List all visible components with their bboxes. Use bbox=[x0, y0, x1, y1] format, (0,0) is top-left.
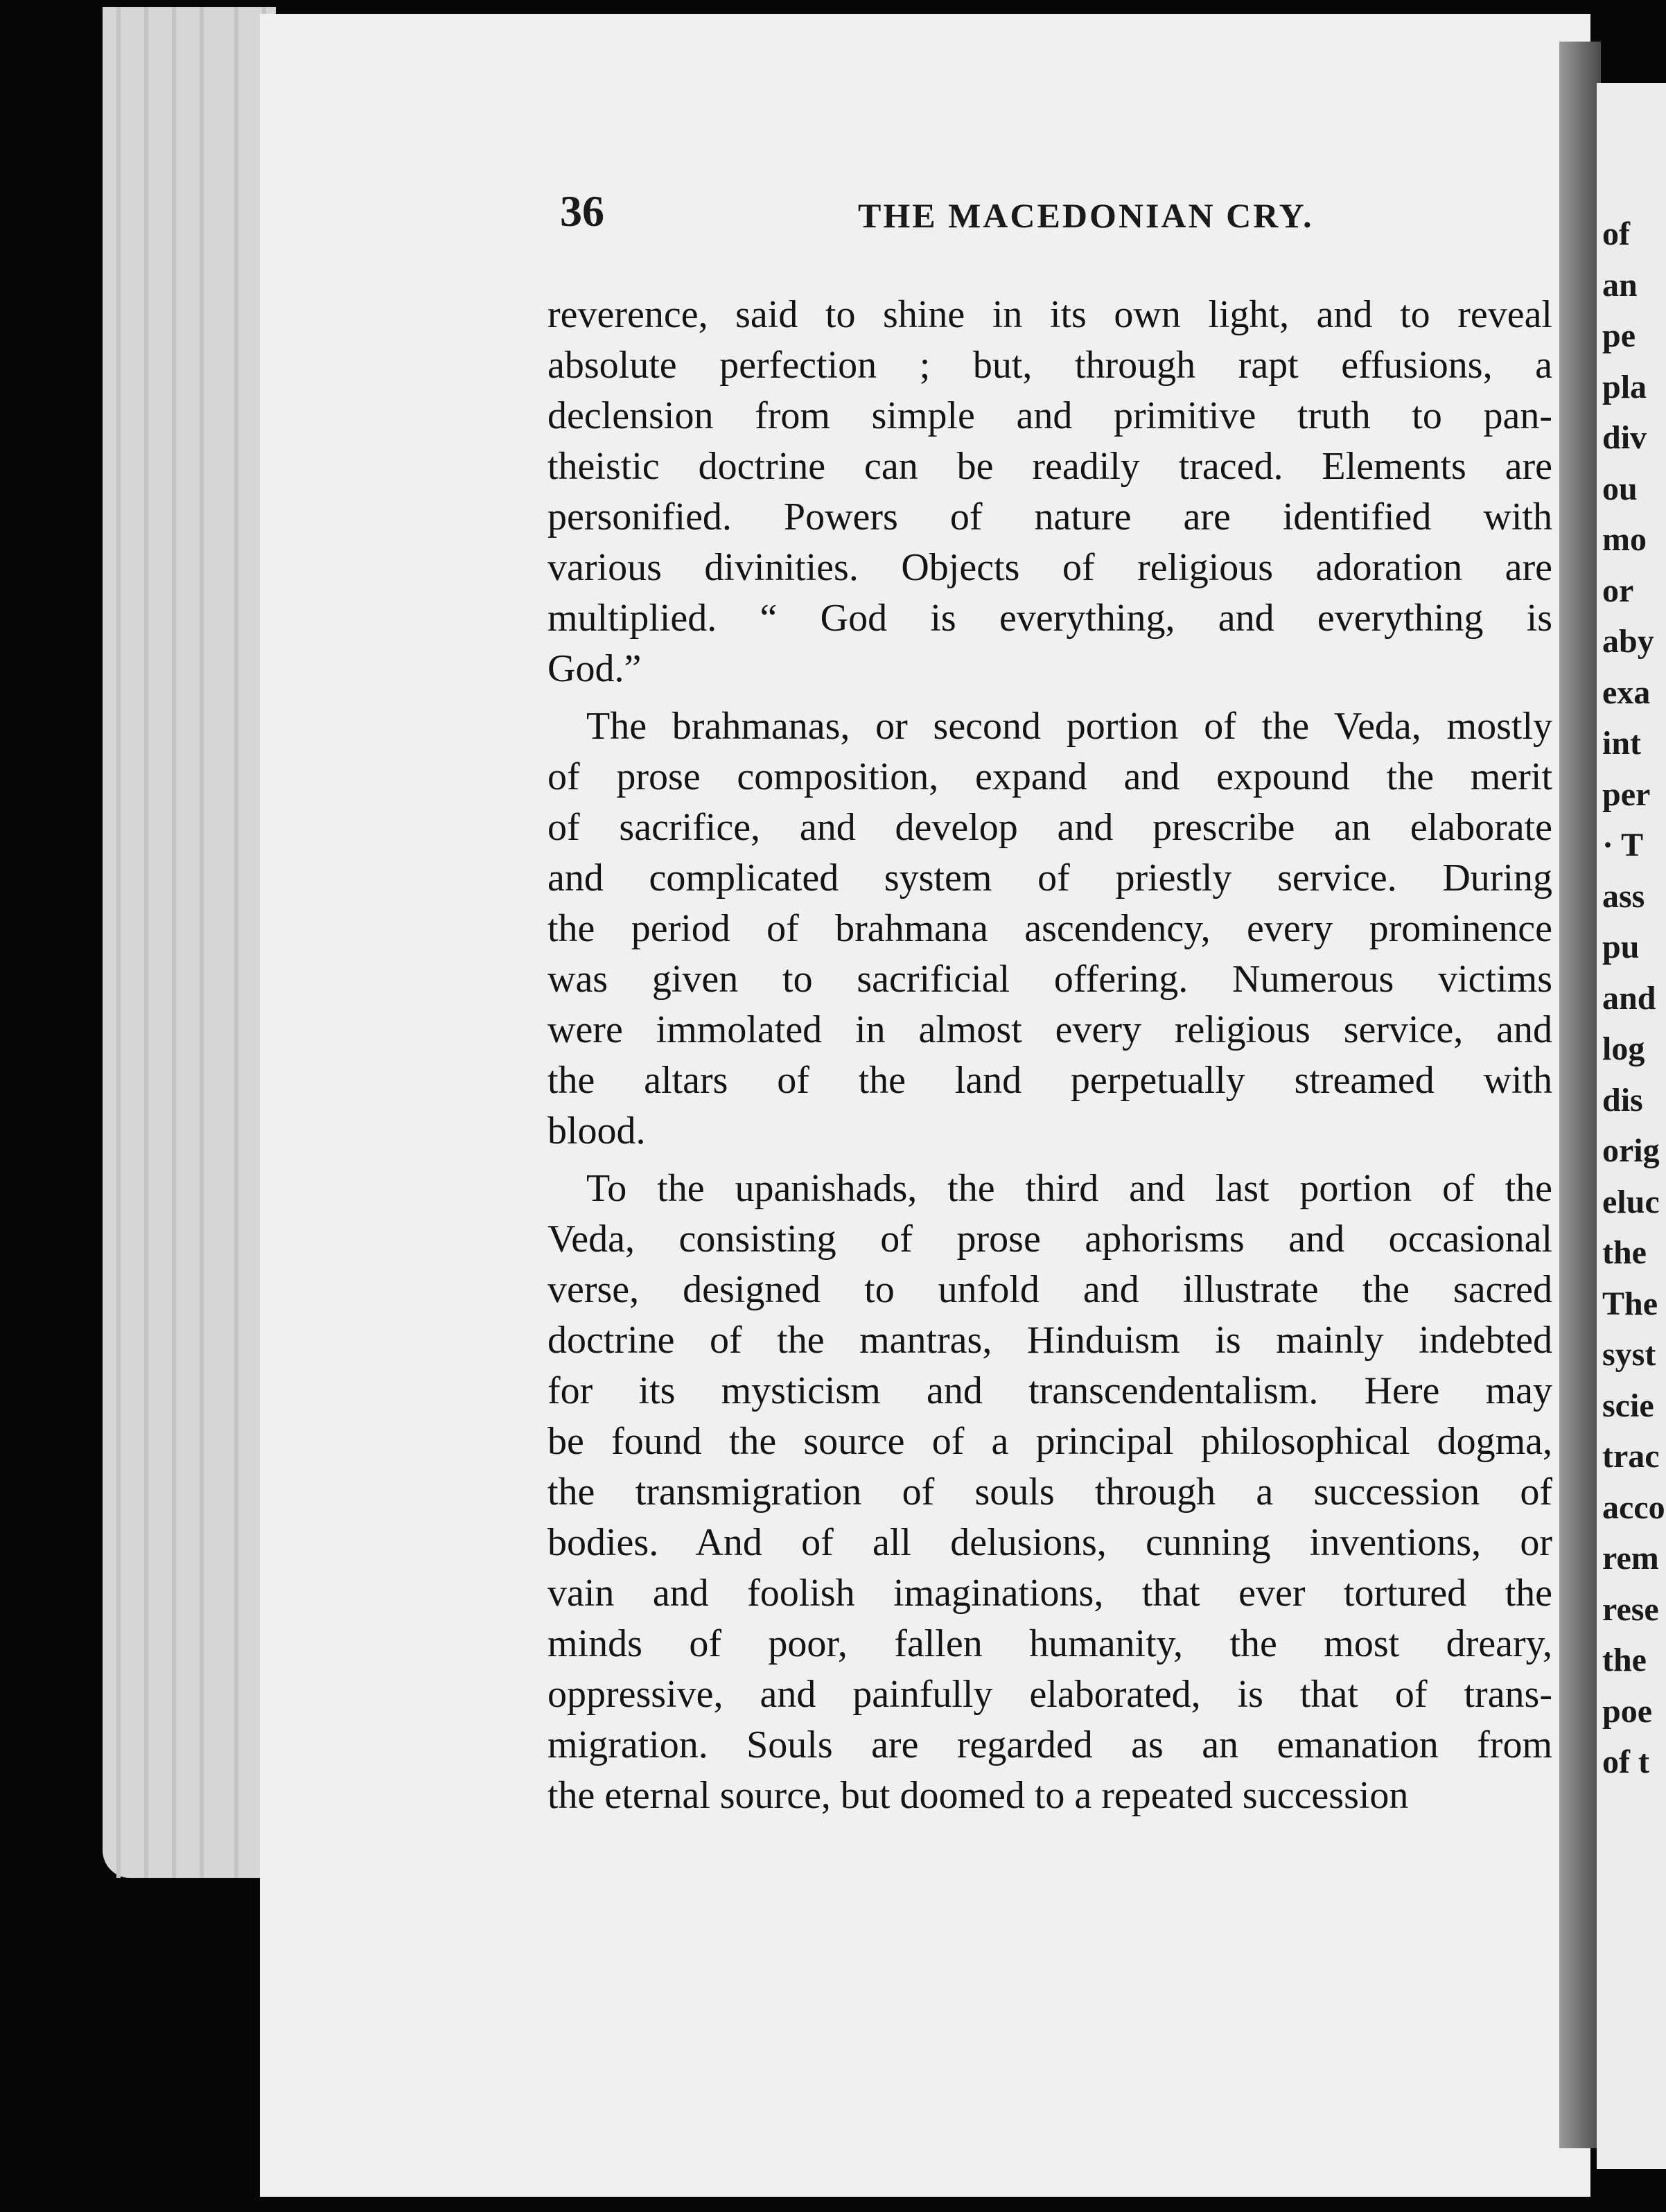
facing-page-fragment: of bbox=[1602, 216, 1630, 252]
text-line: be found the source of a principal philosophical dogma, bbox=[547, 1420, 1552, 1463]
text-line: various divinities. Objects of religious adoration are bbox=[547, 546, 1552, 589]
text-line: reverence, said to shine in its own light, and to reveal bbox=[547, 293, 1552, 336]
facing-page-fragment: pla bbox=[1602, 368, 1647, 405]
facing-page-fragment: int bbox=[1602, 725, 1642, 762]
facing-page-fragment: scie bbox=[1602, 1387, 1654, 1424]
facing-page-fragment: dis bbox=[1602, 1081, 1643, 1118]
text-line: personified. Powers of nature are identified with bbox=[547, 495, 1552, 538]
text-line: oppressive, and painfully elaborated, is that of trans- bbox=[547, 1673, 1552, 1716]
facing-page-fragment: pe bbox=[1602, 317, 1636, 354]
text-line: the period of brahmana ascendency, every prominence bbox=[547, 907, 1552, 950]
running-head-title: THE MACEDONIAN CRY. bbox=[858, 196, 1314, 235]
facing-page-fragment: the bbox=[1602, 1234, 1647, 1271]
text-line: was given to sacrificial offering. Numerous victims bbox=[547, 958, 1552, 1001]
facing-page-fragment: log bbox=[1602, 1030, 1645, 1067]
text-line: Veda, consisting of prose aphorisms and occasional bbox=[547, 1218, 1552, 1261]
facing-page-fragment: div bbox=[1602, 419, 1647, 456]
text-line: and complicated system of priestly service. During bbox=[547, 857, 1552, 899]
text-line: minds of poor, fallen humanity, the most dreary, bbox=[547, 1622, 1552, 1665]
facing-page-fragment: the bbox=[1602, 1642, 1647, 1678]
text-line: were immolated in almost every religious service, and bbox=[547, 1008, 1552, 1051]
text-line: bodies. And of all delusions, cunning inventions, or bbox=[547, 1521, 1552, 1564]
facing-page-fragment: rem bbox=[1602, 1540, 1659, 1577]
facing-page-fragment: an bbox=[1602, 266, 1638, 304]
text-line: absolute perfection ; but, through rapt effusions, a bbox=[547, 344, 1552, 387]
facing-page-fragment: or bbox=[1602, 572, 1634, 609]
text-line: verse, designed to unfold and illustrate the sacred bbox=[547, 1268, 1552, 1311]
facing-page-fragment: ou bbox=[1602, 470, 1638, 507]
text-line: theistic doctrine can be readily traced. Elements are bbox=[547, 445, 1552, 488]
facing-page-fragment: · T bbox=[1602, 827, 1644, 863]
text-line: the transmigration of souls through a succession of bbox=[547, 1471, 1552, 1513]
text-line: The brahmanas, or second portion of the Veda, mostly bbox=[586, 705, 1552, 748]
book-page-edges bbox=[103, 7, 276, 1878]
facing-page-fragment: aby bbox=[1602, 623, 1654, 660]
facing-page-fragment: and bbox=[1602, 979, 1656, 1017]
facing-page-fragment: poe bbox=[1602, 1692, 1652, 1730]
facing-page-fragment: pu bbox=[1602, 929, 1640, 965]
facing-page-fragment: mo bbox=[1602, 521, 1647, 558]
body-text bbox=[547, 290, 1552, 1821]
paragraph bbox=[547, 1164, 1552, 1821]
text-line: God.” bbox=[547, 647, 642, 690]
text-line: blood. bbox=[547, 1109, 646, 1152]
paragraph bbox=[547, 701, 1552, 1157]
facing-page-fragment: trac bbox=[1602, 1438, 1660, 1475]
text-line: the altars of the land perpetually streamed with bbox=[547, 1059, 1552, 1102]
facing-page-fragment: orig bbox=[1602, 1132, 1660, 1169]
facing-page-fragment: The bbox=[1602, 1285, 1658, 1322]
text-line: of prose composition, expand and expound the merit bbox=[547, 755, 1552, 798]
facing-page-edge bbox=[1597, 83, 1666, 2169]
facing-page-fragment: acco bbox=[1602, 1489, 1665, 1526]
book-gutter bbox=[1559, 42, 1601, 2148]
text-line: migration. Souls are regarded as an emanation from bbox=[547, 1723, 1552, 1766]
paragraph bbox=[547, 290, 1552, 694]
facing-page-fragment: ass bbox=[1602, 877, 1645, 915]
text-line: multiplied. “ God is everything, and everything is bbox=[547, 597, 1552, 640]
facing-page-fragment: syst bbox=[1602, 1336, 1656, 1373]
page-number: 36 bbox=[560, 186, 604, 236]
text-line: for its mysticism and transcendentalism. Here may bbox=[547, 1369, 1552, 1412]
text-line: doctrine of the mantras, Hinduism is mainly indebted bbox=[547, 1319, 1552, 1362]
text-line: To the upanishads, the third and last portion of the bbox=[586, 1167, 1552, 1210]
text-line: declension from simple and primitive truth to pan- bbox=[547, 394, 1552, 437]
facing-page-fragment: rese bbox=[1602, 1590, 1659, 1628]
text-line: the eternal source, but doomed to a repeated succession bbox=[547, 1774, 1409, 1817]
text-line: vain and foolish imaginations, that ever tortured the bbox=[547, 1572, 1552, 1615]
facing-page-fragment: of t bbox=[1602, 1744, 1649, 1780]
facing-page-fragment: eluc bbox=[1602, 1183, 1660, 1220]
facing-page-fragment: exa bbox=[1602, 674, 1651, 711]
facing-page-fragment: per bbox=[1602, 775, 1651, 813]
text-line: of sacrifice, and develop and prescribe an elaborate bbox=[547, 806, 1552, 849]
